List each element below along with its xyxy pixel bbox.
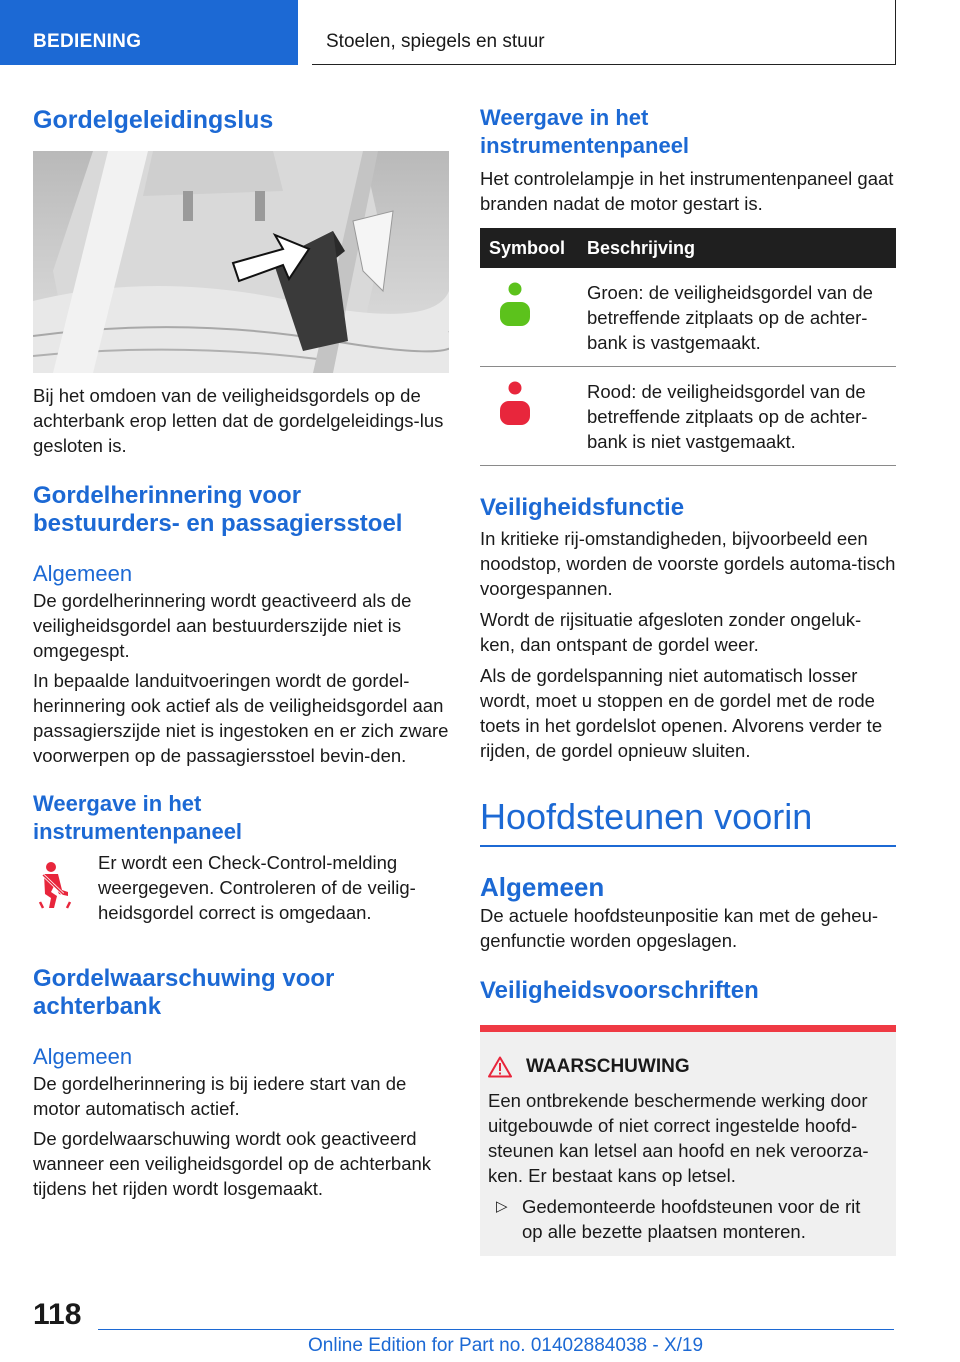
subheading-display-1 [33, 790, 449, 846]
warning-title [488, 1056, 884, 1078]
warning-label: WAARSCHUWING [526, 1055, 690, 1077]
subheading-display-2-line2: instrumentenpaneel [480, 133, 690, 158]
heading-belt-reminder-line2: bestuurders- en passagiersstoel [33, 510, 403, 537]
footer-rule [98, 1329, 894, 1330]
footer-edition: Online Edition for Part no. 01402884038 - X/19 [308, 1335, 704, 1356]
warning-bullet-text: Gedemonteerde hoofdsteunen voor de rit op alle bezette plaatsen monteren. [522, 1195, 861, 1242]
display-note-text: Er wordt een Check-Control-melding weergegeven. Controleren of de veilig-heidsgordel correct is omgedaan. [98, 852, 416, 923]
heading-safety-rules: Veiligheidsvoorschriften [480, 976, 759, 1004]
subheading-display-1-line1: Weergave in het [33, 791, 202, 816]
safety-text-2: Wordt de rijsituatie afgesloten zonder ongeluk-ken, dan ontspant de gordel weer. [480, 609, 862, 655]
rear-text-1: De gordelherinnering is bij iedere start van de motor automatisch actief. [33, 1073, 407, 1119]
heading-safety-function: Veiligheidsfunctie [480, 494, 685, 521]
seatbelt-guide-photo [33, 151, 449, 373]
reminder-text-2: In bepaalde landuitvoeringen wordt de gordel-herinnering ook actief als de veiligheidsgordel aan passagierszijde niet is ingestoken en er zich zware voorwerpen op de passagiersstoel bevin-den. [33, 670, 449, 766]
seatbelt-red-icon [480, 379, 584, 429]
description-cell: Groen: de veiligheidsgordel van de betreffende zitplaats op de achter-bank is vastgemaakt. [584, 268, 896, 367]
warning-triangle-icon [488, 1056, 512, 1078]
col-header-symbol: Symbool [480, 228, 584, 268]
subheading-display-2-line1: Weergave in het [480, 105, 649, 130]
seatbelt-green-icon [480, 280, 584, 330]
seatbelt-warning-icon [33, 850, 98, 925]
rear-text-2: De gordelwaarschuwing wordt ook geactiveerd wanneer een veiligheidsgordel op de achterbank tijdens het rijden wordt losgemaakt. [33, 1128, 432, 1199]
subheading-general-2: Algemeen [33, 1044, 133, 1069]
heading-rear-warning [33, 965, 449, 1021]
safety-text-3: Als de gordelspanning niet automatisch losser wordt, moet u stoppen en de gordel met de rode toets in het gordelslot openen. Alvorens verder te rijden, de gordel opnieuw sluiten. [480, 665, 883, 761]
heading-rear-warning-line1: Gordelwaarschuwing voor [33, 965, 335, 992]
reminder-text-1: De gordelherinnering wordt geactiveerd als de veiligheidsgordel aan bestuurderszijde niet is omgegespt. [33, 590, 412, 661]
heading-rear-warning-line2: achterbank [33, 993, 162, 1020]
belt-guide-text: Bij het omdoen van de veiligheidsgordels op de achterbank erop letten dat de gordelgeleidings-lus gesloten is. [33, 385, 444, 456]
heading-belt-guide: Gordelgeleidingslus [33, 106, 274, 134]
symbol-cell [480, 268, 584, 367]
warning-bullet [488, 1194, 884, 1244]
heading-belt-reminder [33, 482, 449, 538]
symbol-cell [480, 367, 584, 466]
section-tab: BEDIENING [0, 0, 298, 65]
seatbelt-guide-image [33, 151, 449, 373]
symbol-table [480, 228, 896, 466]
display-note [33, 850, 449, 925]
safety-text-1: In kritieke rij-omstandigheden, bijvoorbeeld een noodstop, worden de voorste gordels automa-tisch voorgespannen. [480, 528, 896, 599]
heading-rule [480, 845, 896, 847]
subheading-general-1: Algemeen [33, 561, 133, 586]
heading-belt-reminder-line1: Gordelherinnering voor [33, 482, 302, 509]
triangle-bullet-icon: ▷ [496, 1197, 508, 1215]
heading-headrests: Hoofdsteunen voorin [480, 796, 813, 837]
headrest-text: De actuele hoofdsteunpositie kan met de geheu-genfunctie worden opgeslagen. [480, 904, 879, 951]
page-number: 118 [33, 1298, 82, 1331]
table-row [480, 268, 896, 367]
col-header-description: Beschrijving [584, 228, 896, 268]
subheading-display-2 [480, 104, 896, 160]
warning-box [480, 1025, 896, 1256]
warning-text: Een ontbrekende beschermende werking door uitgebouwde of niet correct ingestelde hoofd-steunen kan letsel aan hoofd en nek veroorza-ken. Er bestaat kans op letsel. [488, 1089, 869, 1186]
right-column [480, 104, 896, 1256]
subheading-general-3: Algemeen [480, 871, 605, 902]
subheading-display-1-line2: instrumentenpaneel [33, 819, 243, 844]
chapter-title: Stoelen, spiegels en stuur [312, 0, 896, 65]
description-cell: Rood: de veiligheidsgordel van de betreffende zitplaats op de achter-bank is niet vastgemaakt. [584, 367, 896, 466]
left-column [33, 100, 449, 1201]
indicator-text: Het controlelampje in het instrumentenpaneel gaat branden nadat de motor gestart is. [480, 168, 894, 214]
table-row [480, 367, 896, 466]
